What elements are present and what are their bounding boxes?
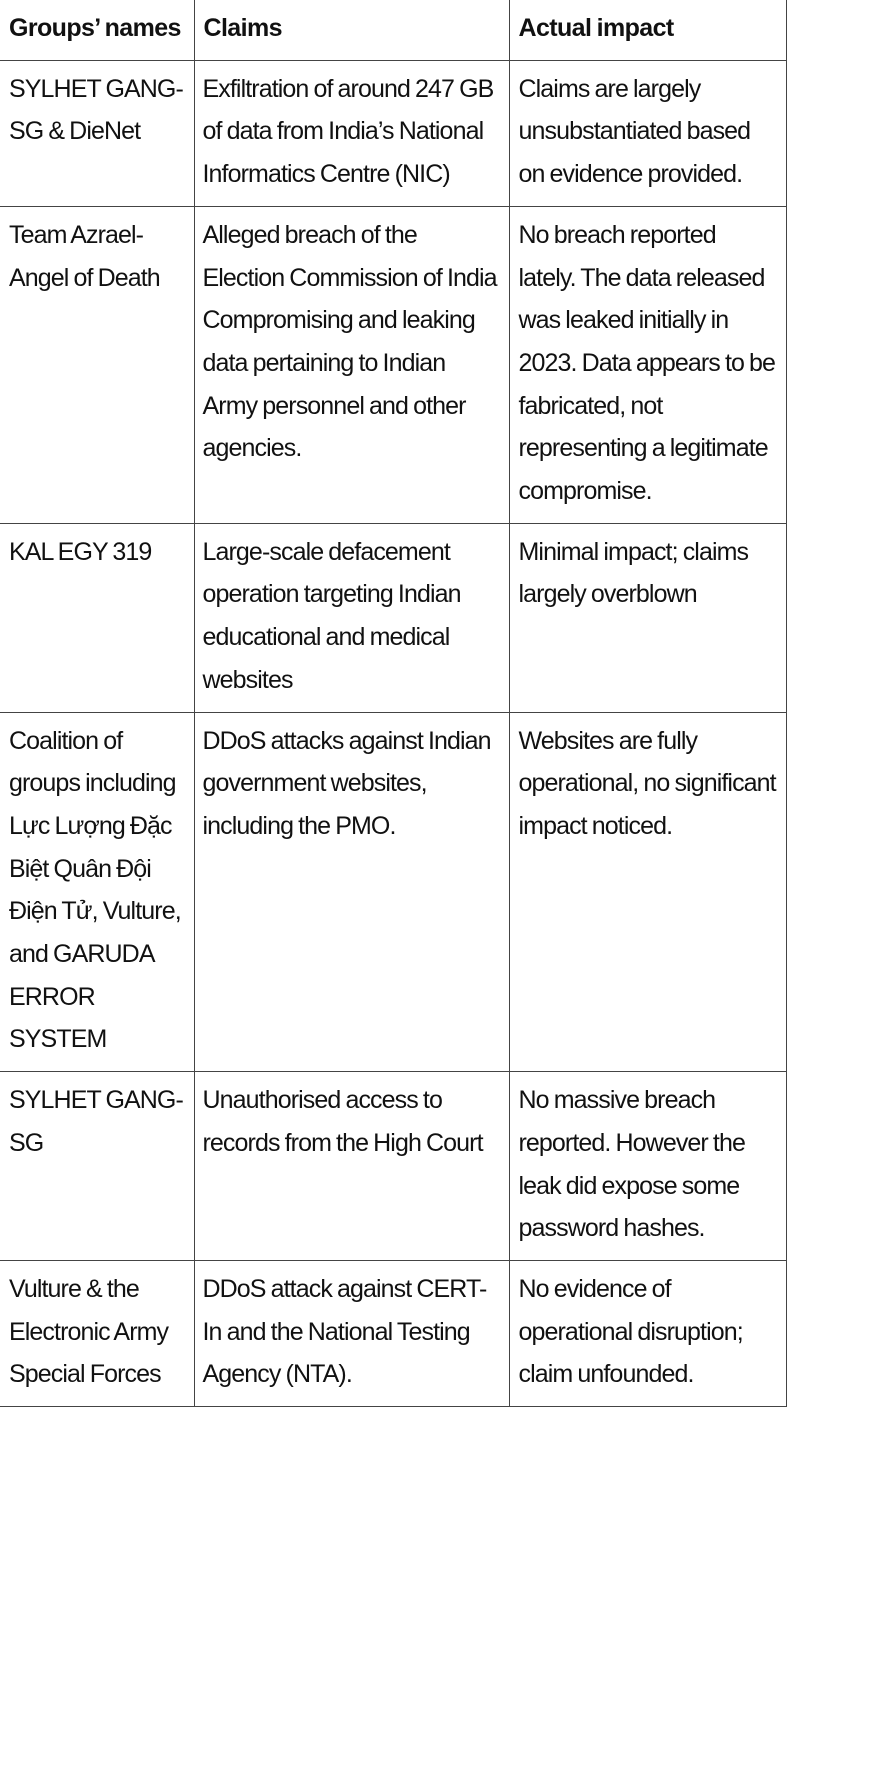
table-row	[0, 523, 786, 712]
claim-cell: Unauthorised access to records from the High Court	[194, 1072, 509, 1261]
table-row	[0, 1260, 786, 1406]
claim-cell: Exfiltration of around 247 GB of data from India’s National Informatics Centre (NIC)	[194, 60, 509, 206]
impact-cell: Claims are largely unsubstantiated based on evidence provided.	[509, 60, 786, 206]
header-actual-impact: Actual impact	[509, 0, 786, 60]
claim-cell: DDoS attacks against Indian government websites, including the PMO.	[194, 712, 509, 1072]
table-row	[0, 712, 786, 1072]
impact-cell: Minimal impact; claims largely overblown	[509, 523, 786, 712]
group-name-cell: SYLHET GANG-SG	[0, 1072, 194, 1261]
group-name-cell: KAL EGY 319	[0, 523, 194, 712]
claim-cell: Large-scale defacement operation targeting Indian educational and medical websites	[194, 523, 509, 712]
group-name-cell: Team Azrael-Angel of Death	[0, 206, 194, 523]
table-row	[0, 1072, 786, 1261]
impact-cell: No evidence of operational disruption; claim unfounded.	[509, 1260, 786, 1406]
group-name-cell: SYLHET GANG-SG & DieNet	[0, 60, 194, 206]
claim-cell: DDoS attack against CERT-In and the National Testing Agency (NTA).	[194, 1260, 509, 1406]
group-name-cell: Vulture & the Electronic Army Special Forces	[0, 1260, 194, 1406]
impact-cell: Websites are fully operational, no significant impact noticed.	[509, 712, 786, 1072]
group-name-cell: Coalition of groups including Lực Lượng Đặc Biệt Quân Đội Điện Tử, Vulture, and GARUDA ERROR SYSTEM	[0, 712, 194, 1072]
header-groups-names: Groups’ names	[0, 0, 194, 60]
header-claims: Claims	[194, 0, 509, 60]
table-row	[0, 60, 786, 206]
impact-cell: No massive breach reported. However the leak did expose some password hashes.	[509, 1072, 786, 1261]
claim-cell: Alleged breach of the Election Commission of India Compromising and leaking data pertaining to Indian Army personnel and other agencies.	[194, 206, 509, 523]
table-row	[0, 206, 786, 523]
impact-cell: No breach reported lately. The data released was leaked initially in 2023. Data appears to be fabricated, not representing a legitimate compromise.	[509, 206, 786, 523]
header-row	[0, 0, 786, 60]
